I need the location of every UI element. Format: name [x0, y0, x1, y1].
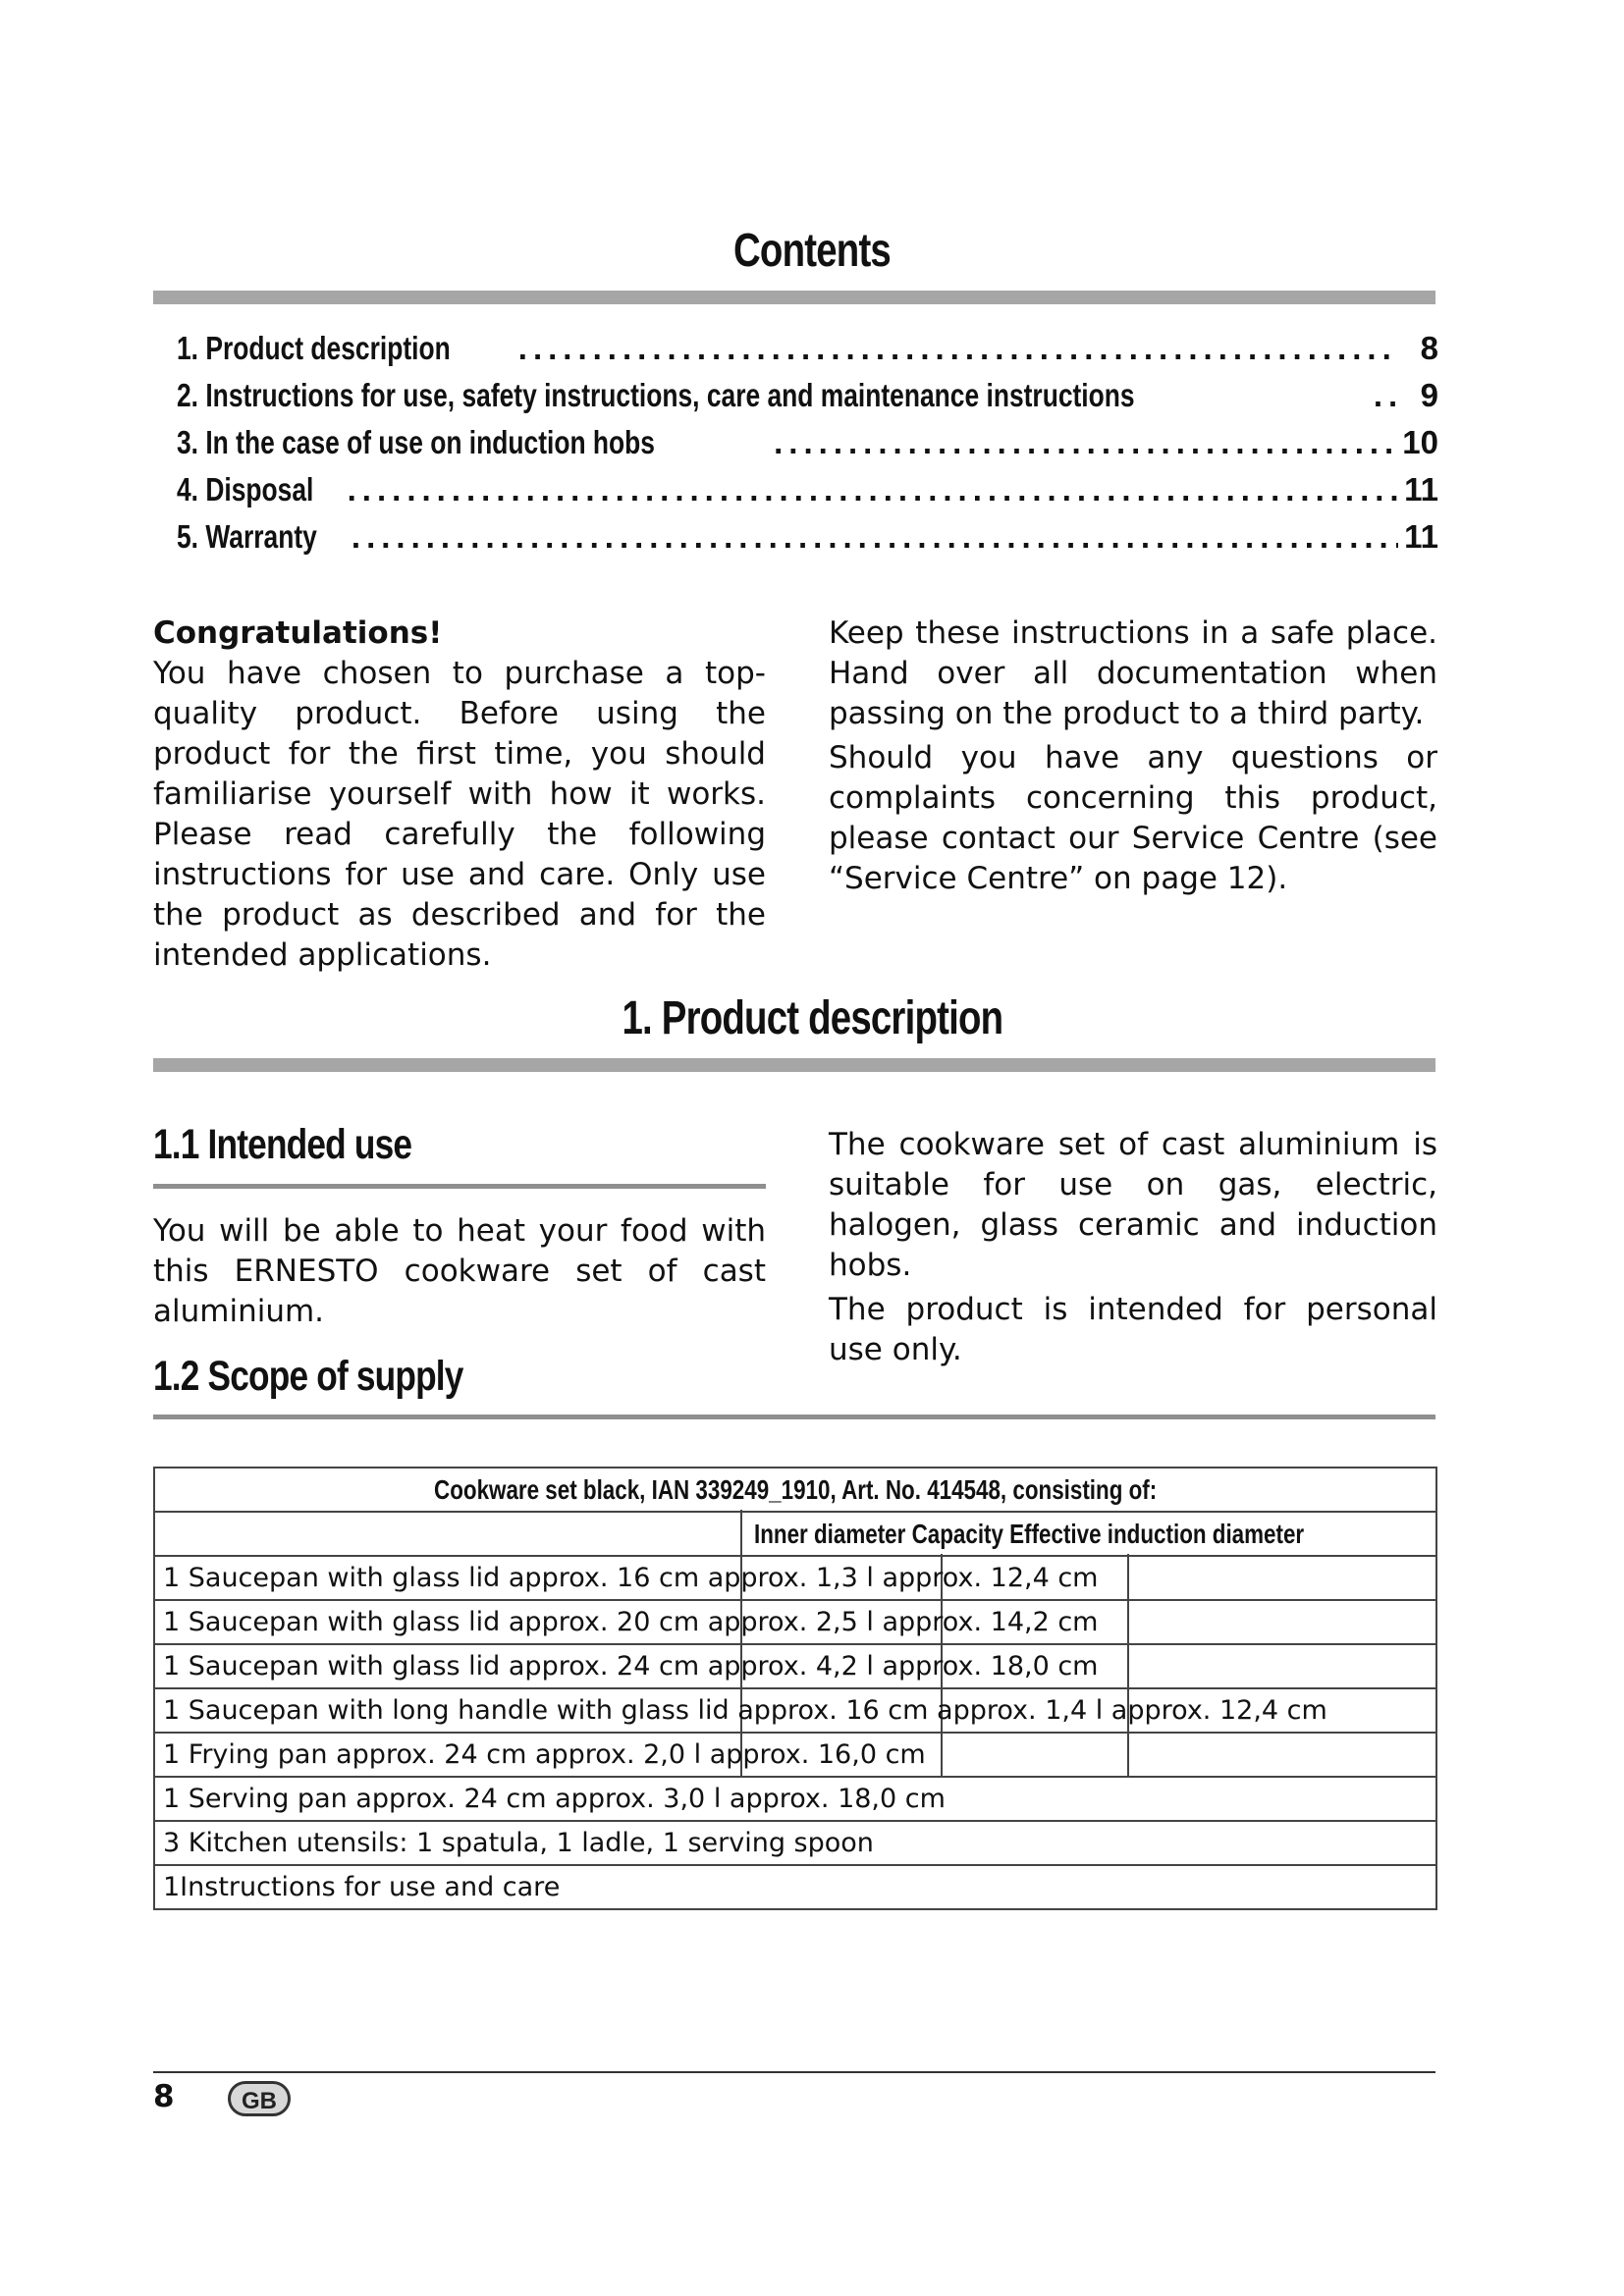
- table-header-row: [154, 1512, 1436, 1556]
- table-col-separator: [1127, 1554, 1129, 1777]
- toc-leader: [774, 424, 1396, 461]
- toc-leader: [518, 330, 1399, 367]
- table-row: [154, 1600, 1436, 1644]
- intended-use-left-column: [153, 1211, 766, 1336]
- intended-use-right-text-2: The product is intended for personal use only.: [829, 1292, 1437, 1367]
- intro-left-column: [153, 614, 766, 980]
- page-number: 8: [153, 2079, 175, 2114]
- scope-rule: [153, 1415, 1435, 1419]
- toc-item-page: 10: [1402, 424, 1438, 460]
- toc-leader: [352, 518, 1398, 556]
- toc-item[interactable]: [177, 424, 1438, 471]
- toc-item-page: 9: [1420, 377, 1438, 413]
- supply-table: [153, 1467, 1437, 1910]
- scope-heading: 1.2 Scope of supply: [153, 1353, 463, 1400]
- table-cell: 1 Serving pan approx. 24 cm approx. 3,0 l approx. 18,0 cm: [163, 1784, 946, 1814]
- toc-list: [177, 330, 1438, 565]
- intro-right-column: [829, 614, 1437, 903]
- toc-item[interactable]: [177, 377, 1438, 424]
- table-cell: 1 Saucepan with glass lid approx. 20 cm approx. 2,5 l approx. 14,2 cm: [163, 1607, 1099, 1637]
- table-col-separator: [740, 1510, 742, 1777]
- table-title-row: [154, 1468, 1436, 1512]
- toc-item-page: 8: [1420, 330, 1438, 366]
- toc-leader: [1374, 377, 1399, 414]
- table-row: [154, 1865, 1436, 1909]
- toc-item[interactable]: [177, 518, 1438, 565]
- toc-item-label: 5. Warranty: [177, 518, 317, 555]
- table-cell: 1 Saucepan with long handle with glass lid approx. 16 cm approx. 1,4 l approx. 12,4 cm: [163, 1695, 1327, 1726]
- intro-right-text-1: Keep these instructions in a safe place. Hand over all documentation when passing on the product to a third party.: [829, 615, 1437, 731]
- toc-item-label: 2. Instructions for use, safety instructions, care and maintenance instructions: [177, 377, 1135, 413]
- congratulations-heading: Congratulations!: [153, 615, 443, 651]
- table-row: [154, 1733, 1436, 1777]
- contents-title: Contents: [732, 225, 891, 277]
- table-row: [154, 1777, 1436, 1821]
- toc-item[interactable]: [177, 471, 1438, 518]
- toc-item-label: 1. Product description: [177, 330, 451, 366]
- footer-rule: [153, 2071, 1435, 2073]
- table-cell: 3 Kitchen utensils: 1 spatula, 1 ladle, 1 serving spoon: [163, 1828, 874, 1858]
- table-cell: 1 Saucepan with glass lid approx. 24 cm approx. 4,2 l approx. 18,0 cm: [163, 1651, 1099, 1682]
- toc-item-label: 3. In the case of use on induction hobs: [177, 424, 655, 460]
- intended-use-rule: [153, 1184, 766, 1189]
- section1-title: 1. Product description: [622, 992, 1002, 1044]
- intended-use-left-text: You will be able to heat your food with this ERNESTO cookware set of cast aluminium.: [153, 1213, 766, 1329]
- intro-right-text-2: Should you have any questions or complaints concerning this product, please contact our Service Centre (see “Service Centre” on page 12).: [829, 740, 1437, 896]
- table-title: Cookware set black, IAN 339249_1910, Art. No. 414548, consisting of:: [433, 1473, 1158, 1505]
- table-cell: 1 Frying pan approx. 24 cm approx. 2,0 l approx. 16,0 cm: [163, 1739, 926, 1770]
- toc-item-page: 11: [1404, 518, 1438, 555]
- section1-rule: [153, 1058, 1435, 1072]
- intended-use-right-column: [829, 1125, 1437, 1374]
- intended-use-heading: 1.1 Intended use: [153, 1121, 412, 1168]
- intro-left-text: You have chosen to purchase a top-quality product. Before using the product for the first time, you should familiarise yourself with how it works. Please read carefully the following instructions for use and care. Only use the product as described and for the intended applications.: [153, 656, 766, 973]
- table-row: [154, 1821, 1436, 1865]
- table-row: [154, 1644, 1436, 1688]
- language-badge: GB: [228, 2081, 291, 2116]
- toc-leader: [348, 471, 1398, 508]
- table-row: [154, 1556, 1436, 1600]
- toc-item-label: 4. Disposal: [177, 471, 314, 507]
- table-cell: 1Instructions for use and care: [163, 1872, 561, 1902]
- table-header: Inner diameter Capacity Effective induction diameter: [754, 1518, 1305, 1549]
- table-cell: 1 Saucepan with glass lid approx. 16 cm approx. 1,3 l approx. 12,4 cm: [163, 1563, 1099, 1593]
- toc-item[interactable]: [177, 330, 1438, 377]
- toc-item-page: 11: [1404, 471, 1438, 507]
- table-row: [154, 1688, 1436, 1733]
- contents-rule: [153, 291, 1435, 304]
- intended-use-right-text-1: The cookware set of cast aluminium is suitable for use on gas, electric, halogen, glass ceramic and induction hobs.: [829, 1127, 1437, 1283]
